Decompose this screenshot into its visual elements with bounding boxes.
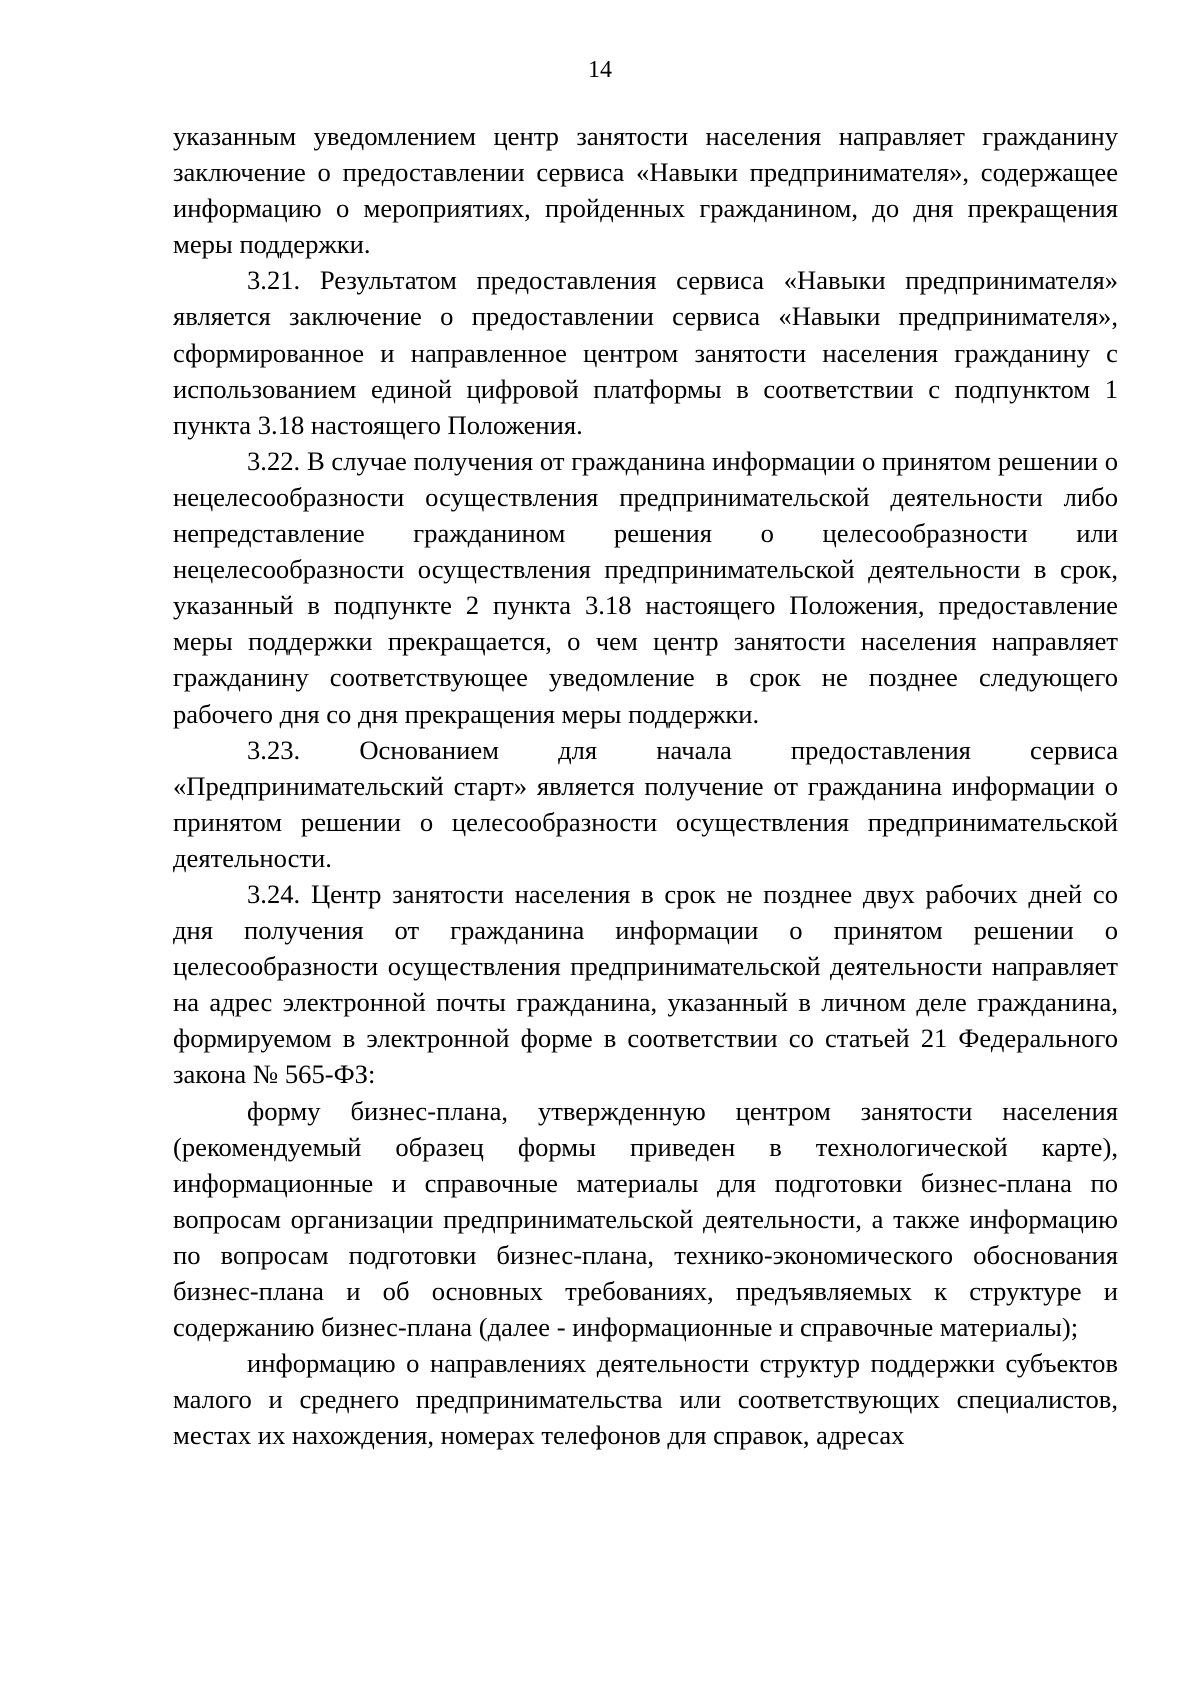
paragraph-3-23: 3.23. Основанием для начала предоставления сервиса «Предпринимательский старт» является получение от гражданина информации о принятом решении о целесообразности осуществления предпринимательской деятельности. <box>173 734 1118 873</box>
paragraph-3-24: 3.24. Центр занятости населения в срок не позднее двух рабочих дней со дня получения от гражданина информации о принятом решении о целесообразности осуществления предпринимательской деятельности направляет на адрес электронной почты гражданина, указанный в личном деле гражданина, формируемом в электронной форме в соответствии со статьей 21 Федерального закона № 565-ФЗ: <box>173 878 1118 1090</box>
paragraph-support-structures: информацию о направлениях деятельности структур поддержки субъектов малого и среднего предпринимательства или соответствующих специалистов, местах их нахождения, номерах телефонов для справок, адресах <box>173 1348 1118 1451</box>
paragraph-3-22: 3.22. В случае получения от гражданина информации о принятом решении о нецелесообразности осуществления предпринимательской деятельности либо непредставление гражданином решения о целесообразности или нецелесообразности осуществления предпринимательской деятельности в срок, указанный в подпункте 2 пункта 3.18 настоящего Положения, предоставление меры поддержки прекращается, о чем центр занятости населения направляет гражданину соответствующее уведомление в срок не позднее следующего рабочего дня со дня прекращения меры поддержки. <box>173 445 1118 729</box>
document-body <box>173 118 1118 1453</box>
paragraph-continuation: указанным уведомлением центр занятости населения направляет гражданину заключение о предоставлении сервиса «Навыки предпринимателя», содержащее информацию о мероприятиях, пройденных гражданином, до дня прекращения меры поддержки. <box>173 121 1118 260</box>
paragraph-3-21: 3.21. Результатом предоставления сервиса «Навыки предпринимателя» является заключение о предоставлении сервиса «Навыки предпринимателя», сформированное и направленное центром занятости населения гражданину с использованием единой цифровой платформы в соответствии с подпунктом 1 пункта 3.18 настоящего Положения. <box>173 265 1118 440</box>
page-number: 14 <box>588 57 612 83</box>
paragraph-business-plan-form: форму бизнес-плана, утвержденную центром занятости населения (рекомендуемый образец формы приведен в технологической карте), информационные и справочные материалы для подготовки бизнес-плана по вопросам организации предпринимательской деятельности, а также информацию по вопросам подготовки бизнес-плана, технико-экономического обоснования бизнес-плана и об основных требованиях, предъявляемых к структуре и содержанию бизнес-плана (далее - информационные и справочные материалы); <box>173 1095 1118 1343</box>
